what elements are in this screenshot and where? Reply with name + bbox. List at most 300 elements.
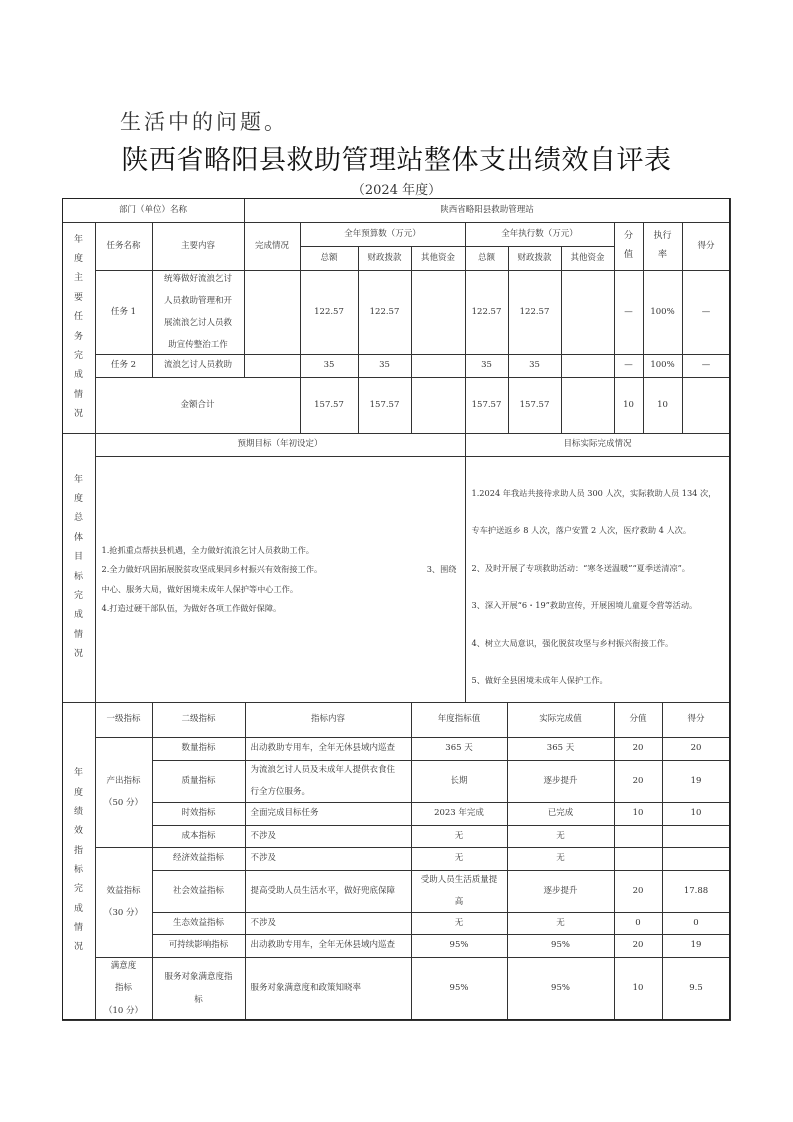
indicator-level2 [152,737,246,761]
text-line: 完 [73,590,83,601]
text-line: 满意度 [110,961,137,972]
indicator-actual [507,760,615,803]
text-line: 365 天 [445,743,473,754]
goal-line: 3、围绕 [426,564,457,574]
indicator-score-text [691,937,702,953]
header-score-text [687,711,704,727]
text-line: 20 [632,775,644,786]
indicator-content [245,802,412,826]
text-line: 实际完成值 [539,714,582,725]
task-name-text [111,304,136,320]
text-line: 受助人员生活质量提 [420,874,498,885]
indicator-score-value-text [633,883,644,899]
indicator-target-text [445,737,472,759]
indicator-actual-text [547,740,574,756]
task-completion [244,354,301,378]
indicator-score [662,870,731,913]
indicator-score-text [693,915,698,931]
total-budget-other [411,377,466,434]
indicator-level2 [152,870,246,913]
indicator-content-text [251,880,396,902]
text-line: 得分 [687,714,705,725]
text-line: 年度指标值 [437,714,481,725]
text-line: 情 [73,923,83,934]
indicator-score-value [614,737,663,761]
group-output-text [104,770,143,814]
text-line: 度 [73,254,83,265]
goal-line: 2、及时开展了专项救助活动：“寒冬送温暖”“夏季送清凉”。 [471,562,690,573]
text-line: 成本指标 [181,830,216,841]
page-title: 陕西省略阳县救助管理站整体支出绩效自评表 [121,145,672,176]
indicator-score [662,912,731,935]
text-line: 无 [454,917,464,928]
text-line: 分 [623,230,633,241]
header-content [152,222,245,271]
header-total-text [478,250,495,266]
score-value-text [624,304,633,320]
total-exec-total-text [472,397,502,413]
header-target [411,702,508,738]
indicator-content [245,825,412,848]
text-line: 高 [454,897,464,907]
indicator-content-text [251,802,319,824]
text-line: 20 [632,743,644,754]
indicator-content-text [251,759,396,803]
text-line: 情 [73,629,83,640]
text-line: 总 [73,513,83,524]
exec-rate [643,270,683,355]
indicator-content [245,912,412,935]
text-line: 况 [73,648,83,659]
indicator-actual-text [551,980,570,996]
indicator-level2 [152,802,246,826]
text-line: 95% [449,940,469,951]
text-line: 指标 [114,983,132,994]
header-fiscal [358,246,412,271]
score [682,270,731,355]
indicator-score-value [614,957,663,1021]
section3-side-label-text [74,764,83,957]
text-line: 出动救助专用车，全年无休县域内巡查 [250,940,396,951]
indicator-target [411,825,508,848]
text-line: 绩 [73,806,83,817]
section2-side-label-text [74,471,83,664]
text-line: 要 [73,292,83,303]
indicator-actual-text [556,915,565,931]
text-line: 157.57 [369,399,400,410]
text-line: 数量指标 [181,743,216,754]
text-line: 已完成 [547,808,574,819]
indicator-score [662,934,731,958]
indicator-actual-text [548,805,574,821]
text-line: 任务 1 [110,306,137,317]
text-line: 主 [73,273,83,284]
text-line: 目 [73,552,83,563]
header-level2-text [181,711,215,727]
text-line: 2023 年完成 [434,808,484,819]
indicator-actual [507,825,615,848]
indicator-target-text [455,912,464,934]
indicator-target [411,737,508,761]
header-fiscal-text [517,250,551,266]
indicator-actual-text [556,828,565,844]
text-line: 长期 [450,775,468,786]
indicator-actual [507,847,615,871]
indicator-score-value-text [633,773,644,789]
header-content-text [181,238,215,254]
total-label-text [180,397,214,413]
indicator-score-value [614,825,663,848]
indicator-level2-text [173,880,224,902]
header-completion [244,222,301,271]
indicator-target [411,847,508,871]
indicator-score-value [614,870,663,913]
group-satisfaction-text [104,955,143,1021]
task-content-text [164,268,232,356]
text-line: 部门（单位）名称 [118,204,187,215]
indicator-content-text [251,847,277,869]
indicator-content-text [251,737,396,759]
exec-total-text [472,304,502,320]
text-line: 35 [323,360,335,371]
header-other [561,246,615,271]
expected-goals-text [102,541,457,619]
indicator-actual [507,870,615,913]
total-score-value [614,377,644,434]
text-line: 20 [632,885,644,896]
text-line: 金额合计 [180,399,215,410]
indicator-content [245,847,412,871]
indicator-level2-text [181,770,215,792]
task-content-text [164,354,232,376]
indicator-score [662,737,731,761]
total-budget-fiscal [358,377,412,434]
indicator-target [411,870,508,913]
header-level1 [95,702,153,738]
goal-line: 4、树立大局意识，强化脱贫攻坚与乡村振兴衔接工作。 [471,637,674,648]
header-exec [465,222,615,247]
indicator-content-text [251,977,362,999]
goal-line: 5、做好全县困境未成年人保护工作。 [471,675,608,685]
text-line: 产出指标 [106,775,141,786]
indicator-target [411,760,508,803]
budget-fiscal-text [379,357,390,373]
text-line: 完 [73,884,83,895]
text-line: 任 [73,312,83,323]
header-budget-text [344,226,421,242]
header-fiscal-text [367,250,401,266]
header-actual [507,702,615,738]
text-line: 0 [693,917,699,928]
header-exec-rate-text [653,227,671,266]
budget-fiscal [358,354,412,378]
indicator-score-value [614,912,663,935]
group-benefit-text [104,880,143,924]
indicator-content [245,934,412,958]
text-line: 完 [73,350,83,361]
text-line: 无 [454,830,464,841]
header-content [245,702,412,738]
text-line: 指 [73,845,83,856]
text-line: 全年预算数（万元） [344,228,421,239]
text-line: 率 [657,250,667,260]
text-line: 总额 [477,252,495,263]
text-line: 值 [623,250,633,260]
indicator-score-text [691,740,702,756]
header-task-name [95,222,153,271]
text-line: 不涉及 [250,917,277,928]
indicator-content-text [251,825,277,847]
text-line: 总额 [320,252,338,263]
indicator-level2-text [181,802,215,824]
expected-goals [95,456,466,703]
text-line: 出动救助专用车，全年无休县域内巡查 [250,743,396,754]
total-score [682,377,731,434]
text-line: 提高受助人员生活水平，做好兜底保障 [250,885,396,896]
total-label [95,377,301,434]
text-line: 况 [73,942,83,953]
indicator-content [245,737,412,761]
exec-fiscal-text [520,304,550,320]
indicator-score [662,847,731,871]
text-line: 不涉及 [250,830,277,841]
text-line: 无 [556,853,565,864]
text-line: 社会效益指标 [172,885,224,896]
indicator-score-value [614,760,663,803]
indicator-target-text [450,770,467,792]
indicator-actual [507,737,615,761]
text-line: 展流浪乞讨人员救 [163,318,232,328]
text-line: 分值 [629,714,647,725]
exec-total [465,354,509,378]
exec-rate-text [650,304,674,320]
text-line: 19 [690,940,702,951]
indicator-target-text [434,802,484,824]
indicator-level2 [152,760,246,803]
indicator-content [245,870,412,913]
total-exec-fiscal-text [520,397,550,413]
goal-line-group [102,560,457,580]
text-line: 标 [73,865,83,875]
goal-line: 专车护送返乡 8 人次，落户安置 2 人次，医疗救助 4 人次。 [471,525,692,535]
text-line: 年 [73,474,83,485]
task-name [95,354,153,378]
text-line: 157.57 [519,399,550,410]
score-value [614,270,644,355]
text-line: 时效指标 [181,808,216,819]
dept-value-text [440,202,534,218]
group-benefit [95,847,153,958]
indicator-actual [507,802,615,826]
section1-side-label-text [74,231,83,424]
indicator-score [662,825,731,848]
header-exec-rate [643,222,683,271]
header-task-name-text [106,238,140,254]
text-line: 况 [73,408,83,419]
section1-side-label [62,222,96,434]
text-line: 成 [73,903,83,914]
text-line: 效益指标 [106,885,141,896]
text-line: 20 [632,940,644,951]
indicator-score-value [614,802,663,826]
exec-fiscal [508,270,562,355]
total-budget-fiscal-text [370,397,400,413]
indicator-target-text [455,825,464,847]
indicator-content-text [251,934,396,956]
indicator-target-text [450,977,469,999]
header-exec-text [501,226,578,242]
text-line: 主要内容 [180,240,215,251]
text-line: 157.57 [314,399,344,410]
total-exec-fiscal [508,377,562,434]
text-line: 365 天 [546,743,575,754]
indicator-level2-text [164,966,232,1010]
text-line: 20 [690,743,702,754]
text-line: 度 [73,494,83,505]
text-line: 无 [556,917,565,928]
text-line: 10 [690,808,702,819]
goal-line: 1.抢抓重点帮扶县机遇，全力做好流浪乞讨人员救助工作。 [101,544,314,555]
header-total-text [320,250,337,266]
text-line: 生态效益指标 [172,917,224,928]
header-completion-text [255,238,289,254]
indicator-target [411,957,508,1021]
dept-label [62,198,245,223]
text-line: 二级指标 [181,714,216,725]
indicator-score-value-text [633,937,644,953]
budget-other [411,270,466,355]
text-line: 35 [529,360,540,371]
task-completion [244,270,301,355]
indicator-actual-text [551,937,570,953]
text-line: 任务名称 [106,240,141,251]
expected-header-text [237,436,322,452]
group-output [95,737,153,848]
indicator-actual-text [556,850,565,866]
text-line: — [624,360,633,371]
text-line: 完成情况 [254,240,289,251]
indicator-actual-text [543,773,577,789]
indicator-score [662,957,731,1021]
performance-table [62,198,730,1020]
task-name-text [111,357,136,373]
header-budget [300,222,466,247]
text-line: 100% [650,360,675,371]
text-line: 35 [379,360,390,371]
text-line: 95% [551,983,570,994]
text-line: 财政拨款 [517,252,552,263]
task-content [152,270,245,355]
task-name [95,270,153,355]
text-line: 122.57 [369,306,400,317]
indicator-level2 [152,957,246,1021]
indicator-level2 [152,912,246,935]
text-line: 10 [657,399,668,410]
budget-total [300,354,359,378]
header-score [662,702,731,738]
header-score-text [697,238,714,254]
text-line: 100% [650,306,675,317]
indicator-target [411,912,508,935]
text-line: 无 [556,830,565,841]
indicator-score-value-text [633,980,644,996]
budget-fiscal [358,270,412,355]
text-line: 全面完成目标任务 [250,808,319,819]
header-score-value [614,702,663,738]
text-line: 体 [73,532,83,543]
indicator-score-value [614,934,663,958]
indicator-level2 [152,847,246,871]
text-line: 执行 [653,230,672,241]
budget-total-text [324,357,335,373]
score-text [702,304,711,320]
total-exec-other [561,377,615,434]
text-line: 财政拨款 [367,252,402,263]
indicator-score-value-text [633,805,644,821]
text-line: 122.57 [471,306,502,317]
indicator-score [662,760,731,803]
header-fiscal [508,246,562,271]
text-line: 成 [73,610,83,621]
indicator-target [411,934,508,958]
indicator-level2-text [181,737,215,759]
text-line: — [624,306,633,317]
header-level1-text [106,711,140,727]
header-score-value [614,222,644,271]
text-line: 可持续影响指标 [168,940,229,951]
text-line: 0 [635,917,641,928]
budget-fiscal-text [370,304,400,320]
actual-header [465,433,731,457]
text-line: 质量指标 [181,775,216,786]
indicator-actual-text [543,883,577,899]
header-total [465,246,509,271]
text-line: 逐步提升 [543,885,578,896]
text-line: 度 [73,787,83,798]
header-target-text [438,711,481,727]
text-line: 10 [632,808,644,819]
text-line: 陕西省略阳县救助管理站 [440,204,534,215]
actual-header-text [563,436,631,452]
text-line: 其他资金 [570,252,605,263]
text-line: 效 [73,826,83,837]
header-score-value-text [624,227,633,266]
exec-total-text [481,357,492,373]
text-line: 不涉及 [250,853,277,864]
text-line: 95% [551,940,570,951]
year-label: （2024 年度） [351,183,442,198]
text-line: 助宣传整治工作 [168,340,228,351]
exec-fiscal-text [529,357,540,373]
header-level2 [152,702,246,738]
goal-line: 2.全力做好巩固拓展脱贫攻坚成果同乡村振兴有效衔接工作。 [101,564,323,574]
text-line: 逐步提升 [543,775,578,786]
goal-line: 中心、服务大局，做好困境未成年人保护等中心工作。 [101,583,299,594]
actual-results-text [472,475,726,700]
text-line: — [701,306,711,317]
total-exec-rate-text [657,397,668,413]
section2-side-label [62,433,96,703]
group-satisfaction [95,957,153,1021]
indicator-actual [507,912,615,935]
goal-line: 3、深入开展“6・19”救助宣传，开展困境儿童夏令营等活动。 [471,600,698,610]
text-line: 122.57 [314,306,344,317]
total-exec-rate [643,377,683,434]
text-line: 预期目标（年初设定） [237,439,323,450]
dept-label-text [119,202,187,218]
text-line: 人员救助管理和开 [163,295,232,306]
goal-line: 4.打造过硬干部队伍，为做好各项工作做好保障。 [101,603,282,613]
